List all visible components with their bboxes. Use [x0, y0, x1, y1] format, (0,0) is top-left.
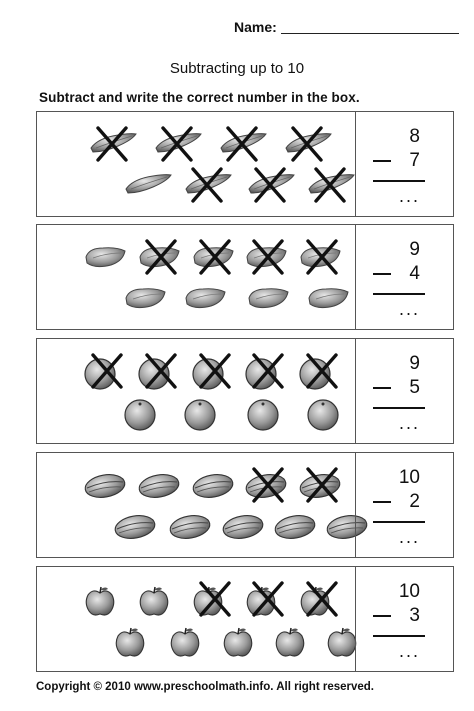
- cross-out-icon: [141, 351, 181, 396]
- sum-line: [373, 293, 425, 295]
- subtrahend: 3: [409, 605, 420, 626]
- subtrahend: 5: [409, 377, 420, 398]
- problem-box: [36, 566, 454, 672]
- cross-out-icon: [195, 351, 235, 396]
- orange-icon: [123, 398, 157, 437]
- instructions: Subtract and write the correct number in the box.: [39, 90, 360, 105]
- orange-icon: [246, 398, 280, 437]
- cross-out-icon: [195, 579, 235, 624]
- answer-blank[interactable]: ...: [398, 527, 420, 547]
- cross-out-icon: [248, 351, 288, 396]
- box-divider: [355, 453, 356, 557]
- fruit-pictures: [37, 567, 355, 671]
- orange-icon: [306, 398, 340, 437]
- box-divider: [355, 567, 356, 671]
- apple-icon: [273, 626, 307, 665]
- apple-icon: [168, 626, 202, 665]
- starfruit-icon: [168, 512, 212, 547]
- minuend: 10: [398, 581, 420, 602]
- cross-out-icon: [310, 165, 350, 210]
- minus-sign: [373, 273, 391, 275]
- cross-out-icon: [248, 237, 288, 282]
- starfruit-icon: [191, 471, 235, 506]
- cross-out-icon: [302, 465, 342, 510]
- minus-sign: [373, 615, 391, 617]
- starfruit-icon: [113, 512, 157, 547]
- minus-sign: [373, 387, 391, 389]
- sum-line: [373, 635, 425, 637]
- sum-line: [373, 407, 425, 409]
- box-divider: [355, 339, 356, 443]
- minuend: 9: [409, 353, 420, 374]
- cross-out-icon: [302, 579, 342, 624]
- minus-sign: [373, 501, 391, 503]
- minuend: 9: [409, 239, 420, 260]
- copyright: Copyright © 2010 www.preschoolmath.info. All right reserved.: [36, 681, 374, 693]
- answer-blank[interactable]: ...: [398, 299, 420, 319]
- problem-box: [36, 224, 454, 330]
- subtrahend: 4: [409, 263, 420, 284]
- subtrahend: 7: [409, 150, 420, 171]
- cross-out-icon: [187, 165, 227, 210]
- sum-line: [373, 180, 425, 182]
- fruit-pictures: [37, 339, 355, 443]
- papaya-icon: [246, 284, 290, 317]
- box-divider: [355, 225, 356, 329]
- fruit-pictures: [37, 453, 355, 557]
- name-line[interactable]: [281, 33, 459, 34]
- worksheet-title: Subtracting up to 10: [169, 60, 305, 77]
- fruit-pictures: [37, 112, 355, 216]
- papaya-icon: [306, 284, 350, 317]
- cross-out-icon: [222, 124, 262, 169]
- cross-out-icon: [248, 579, 288, 624]
- apple-icon: [221, 626, 255, 665]
- answer-blank[interactable]: ...: [398, 641, 420, 661]
- starfruit-icon: [325, 512, 369, 547]
- problem-box: [36, 452, 454, 558]
- answer-blank[interactable]: ...: [398, 413, 420, 433]
- sum-line: [373, 521, 425, 523]
- apple-icon: [83, 585, 117, 624]
- subtrahend: 2: [409, 491, 420, 512]
- starfruit-icon: [83, 471, 127, 506]
- apple-icon: [113, 626, 147, 665]
- starfruit-icon: [273, 512, 317, 547]
- apple-icon: [325, 626, 359, 665]
- minuend: 8: [409, 126, 420, 147]
- name-label: Name:: [234, 19, 277, 35]
- cross-out-icon: [302, 237, 342, 282]
- cross-out-icon: [302, 351, 342, 396]
- cross-out-icon: [92, 124, 132, 169]
- fruit-pictures: [37, 225, 355, 329]
- starfruit-icon: [221, 512, 265, 547]
- cross-out-icon: [157, 124, 197, 169]
- cross-out-icon: [195, 237, 235, 282]
- papaya-icon: [183, 284, 227, 317]
- cross-out-icon: [248, 465, 288, 510]
- orange-icon: [183, 398, 217, 437]
- answer-blank[interactable]: ...: [398, 186, 420, 206]
- banana-icon: [123, 171, 173, 202]
- cross-out-icon: [250, 165, 290, 210]
- papaya-icon: [123, 284, 167, 317]
- minuend: 10: [398, 467, 420, 488]
- papaya-icon: [83, 243, 127, 276]
- problem-box: [36, 111, 454, 217]
- cross-out-icon: [87, 351, 127, 396]
- cross-out-icon: [287, 124, 327, 169]
- problem-box: [36, 338, 454, 444]
- minus-sign: [373, 160, 391, 162]
- apple-icon: [137, 585, 171, 624]
- cross-out-icon: [141, 237, 181, 282]
- box-divider: [355, 112, 356, 216]
- starfruit-icon: [137, 471, 181, 506]
